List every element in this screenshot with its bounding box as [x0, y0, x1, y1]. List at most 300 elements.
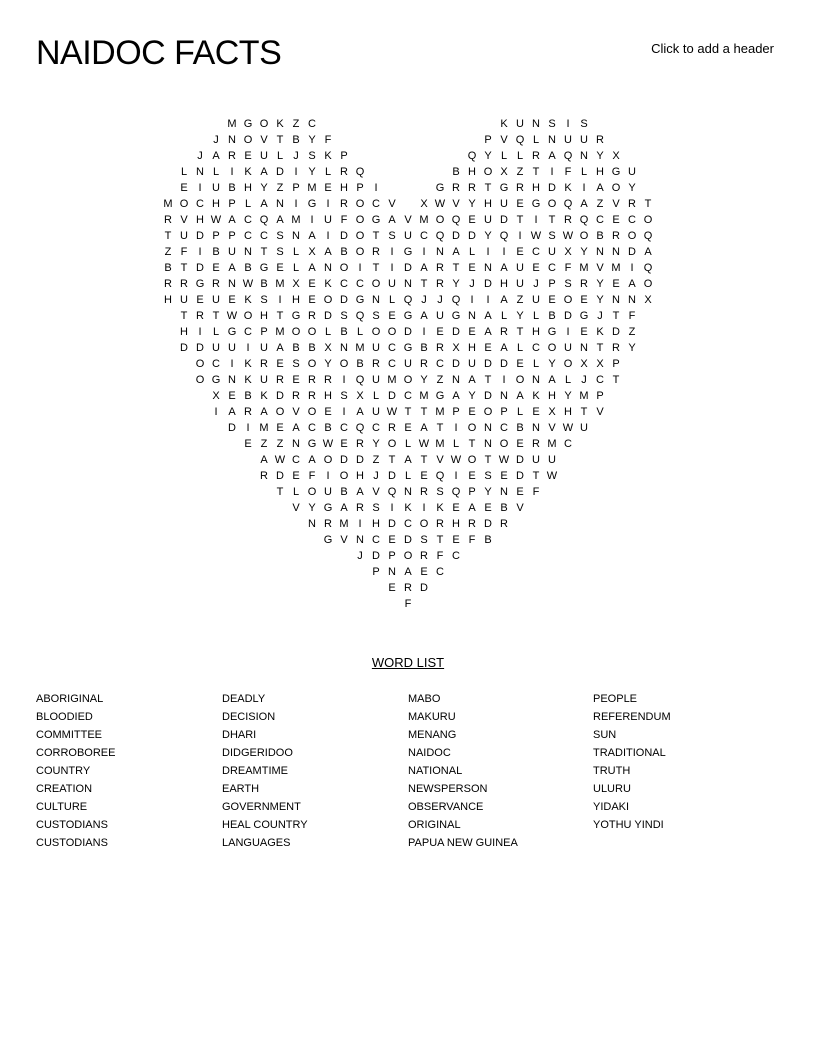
grid-letter: G [323, 534, 333, 546]
grid-letter: R [228, 150, 236, 162]
grid-letter: O [307, 358, 317, 370]
grid-letter: T [436, 422, 444, 434]
grid-letter: O [547, 198, 557, 210]
grid-letter: R [436, 278, 444, 290]
grid-letter: E [468, 470, 476, 482]
grid-letter: R [404, 582, 412, 594]
grid-letter: T [420, 454, 428, 466]
grid-letter: U [180, 294, 188, 306]
grid-letter: H [324, 390, 332, 402]
grid-letter: V [548, 422, 556, 434]
grid-letter: U [388, 278, 396, 290]
grid-letter: R [244, 406, 252, 418]
word-list-item: DEADLY [222, 693, 266, 705]
grid-letter: Z [276, 182, 284, 194]
grid-letter: Z [292, 118, 300, 130]
grid-letter: O [387, 438, 397, 450]
grid-letter: R [308, 310, 316, 322]
grid-letter: K [244, 294, 252, 306]
grid-letter: I [358, 262, 362, 274]
grid-letter: R [500, 518, 508, 530]
grid-letter: O [515, 374, 525, 386]
grid-letter: N [196, 166, 204, 178]
grid-letter: U [228, 342, 236, 354]
grid-letter: O [179, 198, 189, 210]
grid-letter: L [292, 246, 300, 258]
grid-letter: L [500, 310, 508, 322]
word-list-item: COUNTRY [36, 765, 91, 777]
grid-letter: T [532, 166, 540, 178]
grid-letter: U [516, 262, 524, 274]
grid-letter: J [597, 310, 603, 322]
grid-letter: L [452, 438, 460, 450]
grid-letter: V [612, 198, 620, 210]
grid-letter: T [436, 534, 444, 546]
grid-letter: U [260, 342, 268, 354]
grid-letter: I [518, 230, 522, 242]
grid-row [160, 164, 656, 180]
grid-letter: D [276, 470, 284, 482]
grid-letter: U [516, 118, 524, 130]
grid-letter: C [388, 358, 396, 370]
grid-letter: E [468, 326, 476, 338]
grid-letter: C [564, 438, 572, 450]
grid-letter: B [516, 422, 524, 434]
grid-letter: X [324, 342, 332, 354]
grid-letter: D [340, 294, 348, 306]
grid-letter: D [484, 390, 492, 402]
grid-letter: C [596, 374, 604, 386]
grid-letter: R [324, 374, 332, 386]
grid-letter: E [292, 374, 300, 386]
grid-letter: Z [260, 438, 268, 450]
grid-letter: T [612, 310, 620, 322]
grid-letter: T [372, 262, 380, 274]
grid-letter: V [340, 534, 348, 546]
grid-letter: S [340, 390, 348, 402]
grid-letter: G [307, 198, 317, 210]
word-list-item: ORIGINAL [408, 819, 461, 831]
grid-letter: B [548, 310, 556, 322]
grid-letter: T [596, 342, 604, 354]
grid-letter: O [563, 294, 573, 306]
grid-letter: F [308, 470, 316, 482]
grid-letter: A [420, 310, 428, 322]
grid-letter: I [422, 502, 426, 514]
grid-letter: U [372, 406, 380, 418]
grid-letter: E [516, 438, 524, 450]
grid-letter: A [228, 214, 236, 226]
word-list-item: PEOPLE [593, 693, 638, 705]
grid-letter: N [628, 294, 636, 306]
grid-letter: T [212, 310, 220, 322]
grid-letter: O [611, 182, 621, 194]
grid-letter: W [498, 454, 510, 466]
grid-letter: C [196, 198, 204, 210]
grid-letter: R [532, 150, 540, 162]
grid-letter: R [356, 502, 364, 514]
grid-letter: C [244, 326, 252, 338]
grid-letter: K [532, 390, 540, 402]
grid-row [160, 500, 656, 516]
grid-letter: V [372, 486, 380, 498]
grid-letter: E [276, 262, 284, 274]
grid-letter: C [356, 278, 364, 290]
grid-letter: N [468, 310, 476, 322]
grid-row [160, 596, 656, 612]
grid-letter: C [420, 230, 428, 242]
grid-row [160, 244, 656, 260]
grid-letter: W [530, 230, 542, 242]
grid-letter: B [596, 230, 604, 242]
grid-letter: V [260, 134, 268, 146]
grid-letter: B [244, 390, 252, 402]
grid-letter: W [434, 198, 446, 210]
grid-letter: U [372, 342, 380, 354]
header-placeholder[interactable]: Click to add a header [651, 41, 774, 56]
grid-letter: Y [596, 294, 604, 306]
grid-letter: T [452, 262, 460, 274]
grid-letter: Y [596, 278, 604, 290]
grid-letter: X [308, 246, 316, 258]
grid-letter: H [564, 406, 572, 418]
grid-letter: Q [643, 262, 653, 274]
word-list-item: CREATION [36, 783, 93, 795]
grid-letter: B [340, 486, 348, 498]
grid-letter: N [292, 438, 300, 450]
grid-letter: U [180, 230, 188, 242]
grid-letter: N [532, 422, 540, 434]
grid-letter: F [468, 534, 476, 546]
word-list-column [222, 690, 308, 852]
grid-letter: A [596, 182, 604, 194]
grid-letter: Y [548, 358, 556, 370]
grid-letter: I [294, 198, 298, 210]
grid-row [160, 260, 656, 276]
grid-letter: R [372, 358, 380, 370]
grid-letter: E [196, 294, 204, 306]
grid-letter: O [275, 406, 285, 418]
word-list-item: GOVERNMENT [222, 801, 301, 813]
grid-letter: X [564, 246, 572, 258]
grid-letter: O [355, 198, 365, 210]
grid-letter: D [340, 230, 348, 242]
grid-letter: B [340, 246, 348, 258]
grid-letter: E [484, 342, 492, 354]
grid-letter: A [356, 486, 364, 498]
grid-row [160, 404, 656, 420]
grid-letter: Z [596, 198, 604, 210]
grid-letter: E [292, 470, 300, 482]
grid-letter: G [243, 118, 253, 130]
word-list-item: DIDGERIDOO [222, 747, 293, 759]
grid-letter: P [292, 182, 300, 194]
grid-letter: D [404, 262, 412, 274]
grid-letter: I [326, 198, 330, 210]
grid-letter: A [548, 374, 556, 386]
grid-letter: N [404, 278, 412, 290]
grid-letter: C [260, 230, 268, 242]
grid-letter: B [212, 246, 220, 258]
grid-letter: W [242, 278, 254, 290]
grid-letter: B [244, 262, 252, 274]
grid-letter: R [420, 358, 428, 370]
grid-letter: E [612, 278, 620, 290]
grid-letter: A [276, 214, 284, 226]
grid-letter: U [468, 358, 476, 370]
grid-letter: G [195, 278, 205, 290]
grid-letter: W [274, 454, 286, 466]
grid-letter: O [483, 406, 493, 418]
grid-letter: A [500, 294, 508, 306]
grid-letter: D [324, 310, 332, 322]
grid-letter: O [643, 214, 653, 226]
grid-letter: A [356, 406, 364, 418]
grid-letter: X [580, 358, 588, 370]
grid-letter: V [516, 502, 524, 514]
grid-row [160, 516, 656, 532]
word-list-item: REFERENDUM [593, 711, 671, 723]
grid-letter: R [196, 310, 204, 322]
grid-letter: P [452, 406, 460, 418]
grid-letter: G [611, 166, 621, 178]
grid-letter: O [339, 358, 349, 370]
grid-letter: W [562, 230, 574, 242]
grid-letter: D [452, 326, 460, 338]
grid-letter: R [340, 166, 348, 178]
grid-letter: Y [484, 486, 492, 498]
grid-letter: A [580, 198, 588, 210]
word-list-item: SUN [593, 729, 617, 741]
grid-letter: C [500, 422, 508, 434]
grid-letter: V [596, 262, 604, 274]
word-list-item: CULTURE [36, 801, 88, 813]
grid-letter: X [356, 390, 364, 402]
grid-letter: A [260, 166, 268, 178]
grid-letter: I [214, 406, 218, 418]
grid-letter: E [180, 182, 188, 194]
grid-letter: U [212, 294, 220, 306]
grid-letter: H [180, 326, 188, 338]
grid-letter: I [502, 246, 506, 258]
grid-letter: X [292, 278, 300, 290]
word-list-item: MENANG [408, 729, 457, 741]
grid-row [160, 180, 656, 196]
grid-letter: D [228, 422, 236, 434]
grid-letter: M [259, 422, 269, 434]
grid-letter: U [404, 230, 412, 242]
grid-letter: U [484, 214, 492, 226]
grid-letter: C [372, 534, 380, 546]
grid-letter: Z [276, 438, 284, 450]
grid-letter: N [580, 150, 588, 162]
grid-letter: M [163, 198, 173, 210]
grid-letter: C [404, 518, 412, 530]
grid-letter: M [275, 278, 285, 290]
grid-letter: I [230, 358, 234, 370]
grid-letter: L [180, 166, 188, 178]
grid-letter: N [500, 390, 508, 402]
grid-letter: J [533, 278, 539, 290]
grid-letter: R [356, 438, 364, 450]
grid-letter: P [228, 230, 236, 242]
grid-letter: I [502, 374, 506, 386]
grid-letter: H [212, 198, 220, 210]
word-list-item: YIDAKI [593, 801, 630, 813]
grid-letter: D [196, 230, 204, 242]
grid-letter: W [546, 470, 558, 482]
grid-letter: R [164, 278, 172, 290]
grid-letter: Q [259, 214, 269, 226]
grid-row [160, 148, 656, 164]
grid-letter: F [324, 134, 332, 146]
grid-letter: N [372, 294, 380, 306]
word-list-item: NATIONAL [408, 765, 463, 777]
grid-letter: P [596, 390, 604, 402]
grid-letter: O [387, 326, 397, 338]
grid-letter: T [260, 246, 268, 258]
grid-letter: X [596, 358, 604, 370]
grid-letter: F [180, 246, 188, 258]
grid-letter: C [596, 214, 604, 226]
grid-letter: L [532, 134, 540, 146]
grid-letter: G [403, 310, 413, 322]
word-list-column [593, 690, 671, 834]
grid-letter: J [357, 550, 363, 562]
grid-letter: E [468, 214, 476, 226]
grid-letter: N [340, 342, 348, 354]
grid-letter: N [500, 486, 508, 498]
grid-letter: S [372, 502, 380, 514]
grid-letter: T [532, 470, 540, 482]
grid-letter: L [516, 150, 524, 162]
grid-letter: E [452, 502, 460, 514]
grid-letter: A [260, 454, 268, 466]
word-list-item: MABO [408, 693, 441, 705]
grid-letter: N [292, 230, 300, 242]
grid-letter: R [612, 342, 620, 354]
grid-letter: K [436, 502, 444, 514]
grid-letter: Q [435, 230, 445, 242]
grid-letter: D [180, 342, 188, 354]
grid-letter: G [259, 262, 269, 274]
grid-letter: S [436, 486, 444, 498]
grid-letter: O [195, 358, 205, 370]
grid-letter: L [324, 326, 332, 338]
grid-letter: A [500, 262, 508, 274]
grid-letter: H [468, 166, 476, 178]
grid-letter: D [388, 518, 396, 530]
grid-letter: I [422, 246, 426, 258]
grid-letter: U [228, 246, 236, 258]
grid-letter: A [276, 342, 284, 354]
grid-letter: T [180, 310, 188, 322]
grid-letter: S [292, 358, 300, 370]
grid-letter: C [452, 550, 460, 562]
grid-letter: V [292, 502, 300, 514]
grid-letter: U [212, 182, 220, 194]
grid-letter: D [372, 550, 380, 562]
word-list-item: BLOODIED [36, 711, 93, 723]
grid-letter: F [628, 310, 636, 322]
grid-letter: A [260, 406, 268, 418]
grid-letter: N [404, 486, 412, 498]
grid-letter: X [212, 390, 220, 402]
grid-letter: E [580, 294, 588, 306]
word-list-item: LANGUAGES [222, 837, 291, 849]
grid-letter: I [374, 182, 378, 194]
word-list-title: WORD LIST [371, 655, 445, 670]
word-list-item: DREAMTIME [222, 765, 288, 777]
grid-letter: N [228, 278, 236, 290]
grid-letter: C [404, 390, 412, 402]
grid-row [160, 324, 656, 340]
grid-letter: C [340, 278, 348, 290]
grid-letter: H [596, 166, 604, 178]
grid-letter: D [356, 454, 364, 466]
grid-letter: G [291, 310, 301, 322]
grid-letter: O [435, 214, 445, 226]
grid-row [160, 452, 656, 468]
grid-letter: Y [452, 278, 460, 290]
grid-letter: H [164, 294, 172, 306]
grid-row [160, 420, 656, 436]
grid-letter: R [324, 518, 332, 530]
grid-letter: F [340, 214, 348, 226]
grid-letter: O [323, 454, 333, 466]
grid-letter: K [324, 278, 332, 290]
grid-letter: A [308, 230, 316, 242]
grid-letter: U [260, 150, 268, 162]
grid-letter: E [228, 390, 236, 402]
grid-letter: E [340, 438, 348, 450]
grid-letter: U [260, 374, 268, 386]
grid-letter: G [211, 374, 221, 386]
grid-letter: D [500, 358, 508, 370]
grid-letter: O [403, 550, 413, 562]
word-list-item: CORROBOREE [36, 747, 116, 759]
grid-letter: A [644, 246, 652, 258]
grid-letter: K [596, 326, 604, 338]
word-list-item: CUSTODIANS [36, 837, 108, 849]
grid-letter: U [564, 134, 572, 146]
grid-letter: D [388, 470, 396, 482]
grid-letter: I [326, 230, 330, 242]
grid-letter: N [484, 438, 492, 450]
word-list-item: OBSERVANCE [408, 801, 484, 813]
grid-letter: E [532, 262, 540, 274]
grid-letter: O [307, 326, 317, 338]
grid-letter: S [548, 230, 556, 242]
grid-letter: S [580, 118, 588, 130]
grid-letter: Y [468, 390, 476, 402]
grid-letter: W [226, 310, 238, 322]
grid-letter: G [435, 390, 445, 402]
grid-letter: R [436, 262, 444, 274]
grid-letter: V [596, 406, 604, 418]
grid-letter: R [436, 518, 444, 530]
grid-letter: U [548, 246, 556, 258]
grid-letter: Z [516, 294, 524, 306]
grid-letter: A [468, 374, 476, 386]
grid-letter: I [294, 166, 298, 178]
grid-letter: X [452, 342, 460, 354]
grid-letter: R [468, 182, 476, 194]
grid-letter: D [548, 182, 556, 194]
grid-letter: B [292, 342, 300, 354]
grid-letter: Y [372, 438, 380, 450]
grid-letter: S [420, 534, 428, 546]
